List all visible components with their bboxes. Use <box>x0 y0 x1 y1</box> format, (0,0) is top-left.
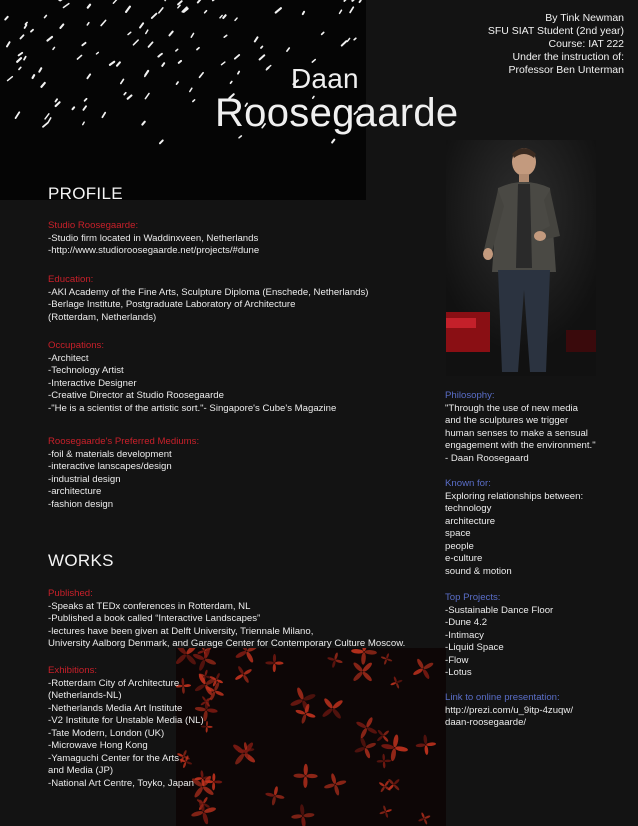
project-line: -Intimacy <box>445 629 484 641</box>
project-line: -Sustainable Dance Floor <box>445 604 554 616</box>
light-dash <box>200 73 204 78</box>
project-line: -Liquid Space <box>445 642 504 653</box>
light-dash <box>25 22 27 24</box>
light-dash <box>340 10 342 13</box>
occupations-block <box>48 340 336 415</box>
exhibition-line: (Netherlands-NL) <box>48 690 122 701</box>
studio-block <box>48 220 259 258</box>
light-dash <box>350 7 353 12</box>
education-block <box>48 274 368 324</box>
philosophy-line: and the sculptures we trigger <box>445 415 569 426</box>
known-for-line: architecture <box>445 515 496 527</box>
credit-line: SFU SIAT Student (2nd year) <box>487 25 624 37</box>
exhibition-line: and Media (JP) <box>48 765 114 776</box>
light-dash <box>235 18 237 20</box>
light-dash <box>41 83 44 87</box>
project-line: -Dune 4.2 <box>445 617 488 628</box>
light-dash <box>87 74 90 78</box>
light-dash <box>223 15 225 18</box>
light-dash <box>20 35 23 38</box>
light-dash <box>197 48 199 50</box>
education-line: (Rotterdam, Netherlands) <box>48 311 157 323</box>
light-dash <box>142 122 144 125</box>
light-dash <box>17 58 21 62</box>
light-dash <box>190 88 192 91</box>
light-dash <box>126 7 130 12</box>
artwork-background <box>176 648 446 826</box>
title-last-name: Roosegaarde <box>215 91 459 135</box>
light-dash <box>7 42 10 46</box>
light-dash <box>354 38 356 39</box>
light-dash <box>101 20 106 25</box>
light-dash <box>25 25 27 28</box>
occupation-line: -"He is a scientist of the artistic sort."- Singapore's Cube's Magazine <box>48 402 337 414</box>
presentation-link-title: Link to online presentation: <box>445 692 560 703</box>
medium-line: -architecture <box>48 486 102 497</box>
exhibitions-block <box>48 665 204 790</box>
top-projects-title: Top Projects: <box>445 592 501 603</box>
project-line: -Lotus <box>445 667 472 678</box>
exhibition-line: -Microwave Hong Kong <box>48 740 148 751</box>
light-dash <box>117 62 120 65</box>
light-dash <box>63 4 68 8</box>
light-dash <box>221 62 224 65</box>
light-dash <box>165 0 168 1</box>
light-dash <box>102 113 105 117</box>
light-dash <box>239 136 241 138</box>
exhibition-line: -National Art Centre, Toyko, Japan <box>48 777 194 789</box>
light-dash <box>193 100 195 102</box>
light-dash <box>5 17 7 20</box>
education-line: -Berlage Institute, Postgraduate Laboratory of Architecture <box>48 299 296 310</box>
light-dash <box>128 96 132 99</box>
philosophy-title: Philosophy: <box>445 390 495 401</box>
light-dash <box>235 55 239 59</box>
light-dash <box>255 37 258 41</box>
red-flowers-artwork <box>176 648 446 826</box>
works-heading: WORKS <box>48 551 114 570</box>
published-block <box>48 588 405 651</box>
light-dash <box>303 12 304 14</box>
medium-line: -fashion design <box>48 498 114 510</box>
education-title: Education: <box>48 274 94 285</box>
known-for-block <box>445 478 630 578</box>
presentation-link[interactable]: daan-roosegaarde/ <box>445 717 527 728</box>
known-for-line: technology <box>445 503 492 514</box>
occupation-line: -Creative Director at Studio Roosegaarde <box>48 390 224 401</box>
light-dash <box>177 82 179 84</box>
title-first-name: Daan <box>291 63 359 94</box>
published-line: -lectures have been given at Delft University, Triennale Milano, <box>48 625 314 637</box>
light-dash <box>83 106 86 110</box>
occupation-line: -Interactive Designer <box>48 377 137 389</box>
light-dash <box>159 8 163 13</box>
philosophy-line: "Through the use of new media <box>445 402 579 414</box>
presentation-link-block <box>445 692 630 730</box>
light-dash <box>149 42 153 47</box>
light-dash <box>83 122 84 124</box>
light-dash <box>113 0 118 3</box>
light-dash <box>140 23 143 27</box>
credit-line: Course: IAT 222 <box>548 38 624 50</box>
light-dash <box>96 52 98 53</box>
light-dash <box>24 57 26 60</box>
light-dash <box>198 0 202 3</box>
light-dash <box>169 32 172 36</box>
light-dash <box>145 71 148 75</box>
light-dash <box>347 38 349 41</box>
light-dash <box>213 0 216 1</box>
light-dash <box>60 24 63 27</box>
light-dash <box>352 0 354 1</box>
published-title: Published: <box>48 588 93 599</box>
light-dash <box>344 0 347 1</box>
medium-line: -interactive lanscapes/design <box>48 461 172 472</box>
light-dash <box>312 60 315 63</box>
light-dash <box>77 55 81 59</box>
light-dash <box>128 32 131 34</box>
light-dash <box>220 15 222 17</box>
known-for-line: people <box>445 540 474 552</box>
light-dash <box>39 68 41 72</box>
light-dash <box>145 93 149 98</box>
light-dash <box>178 1 182 4</box>
light-dash <box>133 40 138 45</box>
occupations-title: Occupations: <box>48 340 104 351</box>
known-for-line: Exploring relationships between: <box>445 490 584 502</box>
light-dash <box>238 72 239 74</box>
exhibition-line: -V2 Institute for Unstable Media (NL) <box>48 715 204 726</box>
light-dash <box>359 0 360 2</box>
light-dash <box>342 41 347 45</box>
studio-line: -http://www.studioroosegaarde.net/projects/#dune <box>48 245 260 256</box>
known-for-line: space <box>445 528 471 539</box>
credit-line: By Tink Newman <box>545 12 624 24</box>
light-dash <box>53 47 55 49</box>
light-dash <box>48 118 51 123</box>
studio-line: -Studio firm located in Waddinxveen, Netherlands <box>48 232 259 244</box>
mediums-block <box>48 436 199 511</box>
philosophy-line: - Daan Roosegaard <box>445 452 529 464</box>
light-dash <box>16 112 20 118</box>
published-line: -Speaks at TEDx conferences in Rotterdam, NL <box>48 600 251 612</box>
presentation-link[interactable]: http://prezi.com/u_9itp-4zuqw/ <box>445 704 573 716</box>
light-dash <box>56 102 60 106</box>
project-line: -Flow <box>445 654 469 666</box>
occupation-line: -Architect <box>48 352 89 364</box>
light-dash <box>110 62 114 65</box>
exhibition-line: -Yamaguchi Center for the Arts <box>48 752 179 764</box>
speaker-figure <box>446 140 596 376</box>
credits-block <box>488 12 624 77</box>
light-dash <box>45 114 49 119</box>
light-dash <box>85 99 87 101</box>
exhibition-line: -Rotterdam City of Architecture <box>48 677 180 689</box>
light-dash <box>224 35 227 37</box>
education-line: -AKI Academy of the Fine Arts, Sculpture Diploma (Enschede, Netherlands) <box>48 286 369 298</box>
light-dash <box>287 48 289 51</box>
known-for-line: e-culture <box>445 553 483 564</box>
medium-line: -industrial design <box>48 473 121 485</box>
light-dash <box>19 67 21 69</box>
light-dash <box>260 55 265 59</box>
mediums-title: Roosegaarde's Preferred Mediums: <box>48 436 200 447</box>
light-dash <box>261 46 262 48</box>
published-line: -Published a book called “Interactive Landscapes” <box>48 613 261 624</box>
medium-line: -foil & materials development <box>48 448 172 460</box>
profile-heading: PROFILE <box>48 184 123 203</box>
light-dash <box>322 32 324 34</box>
light-dash <box>19 53 23 56</box>
credit-line: Under the instruction of: <box>512 51 624 63</box>
portrait-photo <box>446 140 596 376</box>
light-dash <box>33 75 35 78</box>
light-dash <box>82 43 85 45</box>
exhibitions-title: Exhibitions: <box>48 665 98 676</box>
light-dash <box>45 15 47 17</box>
philosophy-line: engagement with the environment." <box>445 440 596 451</box>
light-dash <box>231 82 232 84</box>
light-dash <box>276 8 281 12</box>
light-dash <box>152 14 157 18</box>
exhibition-line: -Tate Modern, London (UK) <box>48 727 165 739</box>
philosophy-line: human senses to make a sensual <box>445 427 588 439</box>
light-dash <box>87 23 89 25</box>
known-for-title: Known for: <box>445 478 491 489</box>
light-dash <box>43 123 48 127</box>
light-dash <box>31 30 33 32</box>
light-dash <box>179 61 181 63</box>
light-dash <box>73 107 75 109</box>
light-dash <box>176 49 178 51</box>
light-dash <box>191 33 193 37</box>
known-for-line: sound & motion <box>445 565 512 577</box>
studio-title: Studio Roosegaarde: <box>48 220 139 231</box>
light-dash <box>8 77 13 81</box>
light-dash <box>146 30 148 33</box>
light-dash <box>124 93 126 95</box>
occupation-line: -Technology Artist <box>48 365 124 376</box>
philosophy-block <box>445 390 630 465</box>
light-dash <box>88 5 90 8</box>
light-dash <box>55 99 57 101</box>
light-dash <box>205 11 207 13</box>
top-projects-block <box>445 592 630 680</box>
red-light-sculpture-image <box>176 648 446 826</box>
published-line: University Aalborg Denmark, and Garage Center for Contemporary Culture Moscow. <box>48 638 406 649</box>
light-dash <box>162 63 164 66</box>
light-dash <box>178 5 180 8</box>
exhibition-line: -Netherlands Media Art Institute <box>48 702 183 714</box>
light-dash <box>47 37 52 41</box>
light-dash <box>160 140 163 143</box>
credit-line: Professor Ben Unterman <box>508 64 624 76</box>
light-dash <box>332 140 334 143</box>
light-dash <box>121 79 124 83</box>
